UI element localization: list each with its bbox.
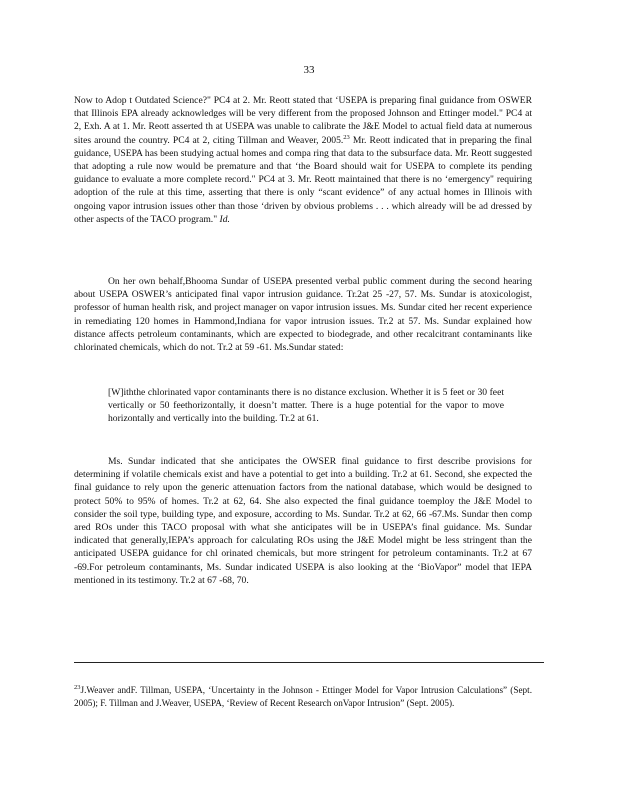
- paragraph-reott-comments: [74, 94, 532, 226]
- id-citation: Id.: [219, 213, 230, 225]
- paragraph-sundar-guidance: Ms. Sundar indicated that she anticipates the OWSER final guidance to first describe provisions for determining if volatile chemicals exist and have a potential to get into a building. Tr.2 at 61. Second, she expected the final guidance to rely upon the generic attenuation factors from the national database, which would be designed to protect 50% to 95% of homes. Tr.2 at 62, 64. She also expected the final guidance toemploy the J&E Model to consider the soil type, building type, and exposure, according to Ms. Sundar. Tr.2 at 62, 66 -67.Ms. Sundar then comp ared ROs under this TACO proposal with what she anticipates will be in USEPA’s final guidance. Ms. Sundar indicated that generally,IEPA’s approach for calculating ROs using the J&E Model might be less stringent than the anticipated USEPA guidance for chl orinated chemicals, but more stringent for petroleum contaminants. Tr.2 at 67 -69.For petroleum contaminants, Ms. Sundar indicated USEPA is also looking at the ‘BioVapor” model that IEPA mentioned in its testimony. Tr.2 at 67 -68, 70.: [74, 456, 532, 586]
- block-quote: [W]iththe chlorinated vapor contaminants there is no distance exclusion. Whether it is 5 feet or 30 feet vertically or 50 feethorizontally, it doesn’t matter. There is a huge potential for the vapor to move horizontally and vertically into the building. Tr.2 at 61.: [108, 387, 504, 425]
- footnote-text: J.Weaver andF. Tillman, USEPA, ‘Uncertainty in the Johnson - Ettinger Model for Vapor Intrusion Calculations” (Sept. 2005); F. Tillman and J.Weaver, USEPA, ‘Review of Recent Research onVapor Intrusion” (Sept. 2005).: [74, 685, 532, 708]
- footnote-reference: 23: [343, 133, 350, 141]
- paragraph-text-part-1: Now to Adop t Outdated Science?" PC4 at 2. Mr. Reott stated that ‘USEPA is preparing final guidance from OSWER that Illinois EPA already acknowledges will be very different from the proposed Johnson and Ettinger model." PC4 at 2, Exh. A at 1. Mr. Reott asserted th at USEPA was unable to calibrate the J&E Model to actual field data at numerous sites around the country. PC4 at 2, citing Tillman and Weaver, 2005.: [74, 95, 532, 146]
- footnote: [74, 684, 532, 710]
- paragraph-text-part-2: Mr. Reott indicated that in preparing the final guidance, USEPA has been studying actual homes and compa ring that data to the subsurface data. Mr. Reott suggested that adopting a rule now would be premature and that ‘the Board should wait for USEPA to complete its pending guidance to evaluate a more complete record." PC4 at 3. Mr. Reott maintained that there is no ‘emergency" requiring adoption of the rule at this time, asserting that there is only “scant evidence” of any actual homes in Illinois with ongoing vapor intrusion issues other than those ‘driven by obvious problems . . . which already will be ad dressed by other aspects of the TACO program.": [74, 134, 532, 225]
- page-number: 33: [303, 64, 315, 76]
- paragraph-sundar-comment: On her own behalf,Bhooma Sundar of USEPA presented verbal public comment during the second hearing about USEPA OSWER’s anticipated final vapor intrusion guidance. Tr.2at 25 -27, 57. Ms. Sundar is atoxicologist, professor of human health risk, and project manager on vapor intrusion issues. Ms. Sundar cited her recent experience in remediating 120 homes in Hammond,Indiana for vapor intrusion issues. Tr.2 at 57. Ms. Sundar explained how distance affects petroleum contaminants, which are expected to biodegrade, and other recalcitrant contaminants like chlorinated chemicals, which do not. Tr.2 at 59 -61. Ms.Sundar stated:: [74, 276, 532, 354]
- footnote-divider: [74, 662, 544, 663]
- footnote-number: 23: [74, 683, 81, 691]
